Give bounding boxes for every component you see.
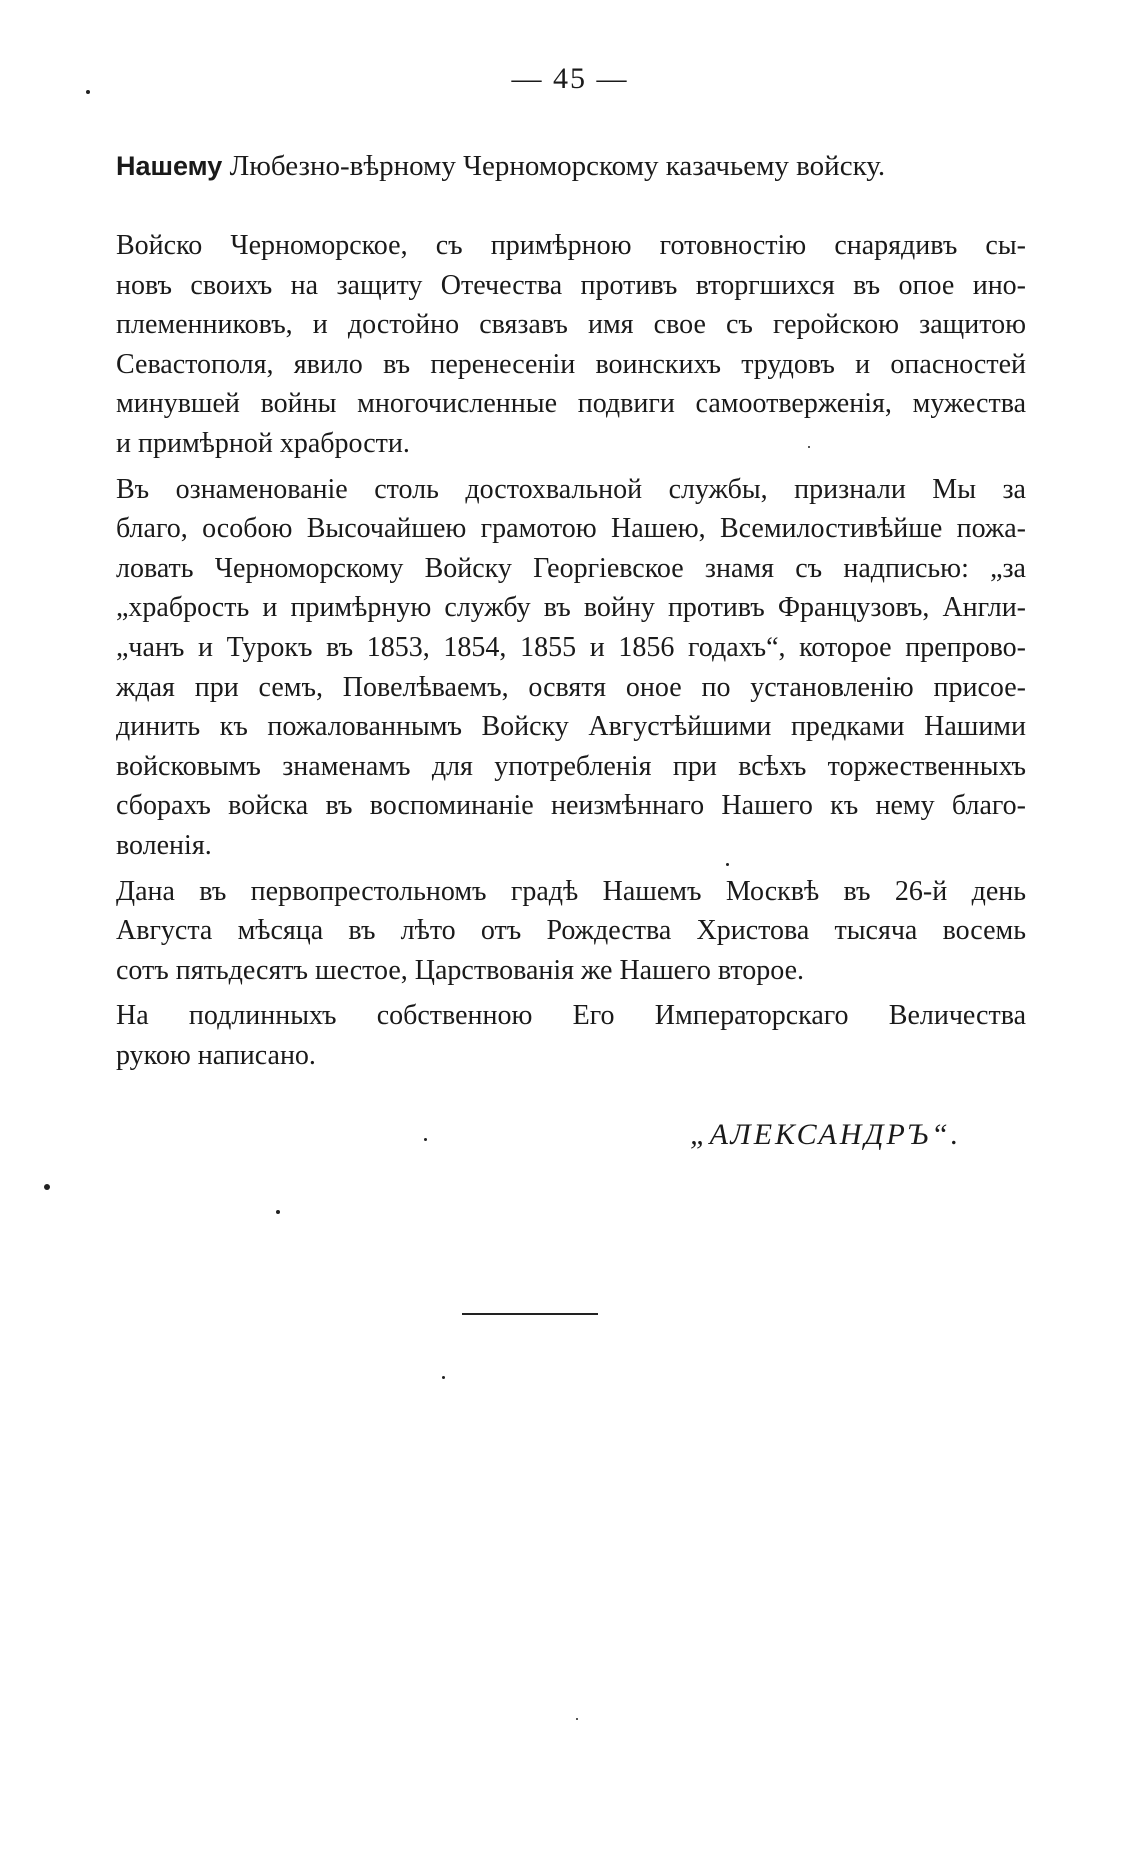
text-line: воленія. xyxy=(116,829,212,861)
text-line: сборахъ войска въ воспоминаніе неизмѣннаго Нашего къ нему благо- xyxy=(116,790,1026,822)
text-line: На подлинныхъ собственною Его Императорскаго Величества xyxy=(116,1000,1026,1032)
paragraph-4 xyxy=(116,996,1026,1075)
text-line: Въ ознаменованіе столь достохвальной службы, признали Мы за xyxy=(116,473,1026,505)
scan-speck xyxy=(424,1138,427,1141)
heading-rest: Любезно-вѣрному Черноморскому казачьему войску. xyxy=(222,150,886,182)
text-line: Севастополя, явило въ перенесеніи воинскихъ трудовъ и опасностей xyxy=(116,348,1026,380)
scan-speck xyxy=(442,1376,445,1379)
scan-speck xyxy=(86,90,90,94)
text-line: племенниковъ, и достойно связавъ имя свое съ геройскою защитою xyxy=(116,309,1026,341)
text-line: Дана въ первопрестольномъ градѣ Нашемъ Москвѣ въ 26-й день xyxy=(116,875,1026,907)
text-line: минувшей войны многочисленные подвиги самоотверженія, мужества xyxy=(116,388,1026,420)
text-line: благо, особою Высочайшею грамотою Нашею, Всемилостивѣйше пожа- xyxy=(116,513,1026,545)
text-line: ловать Черноморскому Войску Георгіевское знамя съ надписью: „за xyxy=(116,552,1026,584)
closing-rule xyxy=(462,1313,598,1315)
text-line: рукою написано. xyxy=(116,1039,316,1071)
signature: „АЛЕКСАНДРЪ“. xyxy=(690,1118,962,1151)
scan-speck xyxy=(808,446,810,448)
scan-speck xyxy=(726,863,729,866)
paragraph-2 xyxy=(116,470,1026,866)
page-number: — 45 — xyxy=(511,62,629,95)
address-heading xyxy=(116,146,1026,186)
scan-speck xyxy=(44,1184,50,1190)
text-line: „храбрость и примѣрную службу въ войну противъ Французовъ, Англи- xyxy=(116,592,1026,624)
text-line: войсковымъ знаменамъ для употребленія при всѣхъ торжественныхъ xyxy=(116,750,1026,782)
text-line: Войско Черноморское, съ примѣрною готовностію снарядивъ сы- xyxy=(116,230,1026,261)
text-line: ждая при семъ, Повелѣваемъ, освятя оное по установленію присое- xyxy=(116,671,1026,703)
scan-speck xyxy=(576,1718,578,1720)
decree-body xyxy=(116,226,1026,1075)
text-line: динить къ пожалованнымъ Войску Августѣйшими предками Нашими xyxy=(116,711,1026,743)
paragraph-3 xyxy=(116,872,1026,991)
scan-speck xyxy=(276,1210,280,1214)
text-line: сотъ пятьдесятъ шестое, Царствованія же Нашего второе. xyxy=(116,954,805,986)
text-line: и примѣрной храбрости. xyxy=(116,427,410,459)
text-line: „чанъ и Турокъ въ 1853, 1854, 1855 и 1856 годахъ“, которое препрово- xyxy=(116,631,1026,663)
text-line: новъ своихъ на защиту Отечества противъ вторгшихся въ опое ино- xyxy=(116,269,1026,301)
heading-lead-word: Нашему xyxy=(116,151,223,181)
paragraph-1 xyxy=(116,226,1026,464)
text-line: Августа мѣсяца въ лѣто отъ Рождества Христова тысяча восемь xyxy=(116,915,1026,947)
